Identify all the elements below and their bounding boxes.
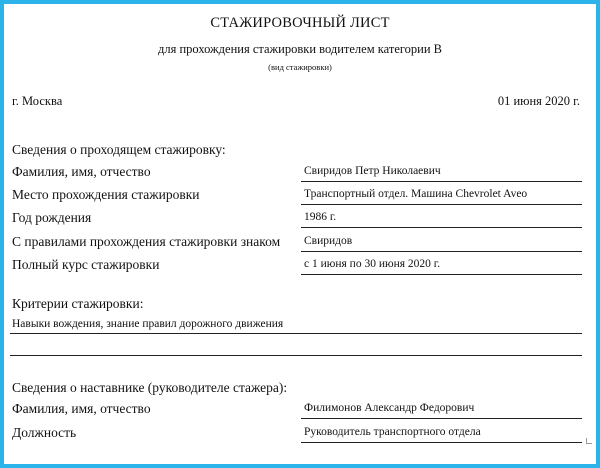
trainee-name-label: Фамилия, имя, отчество (12, 164, 151, 179)
mentor-section-heading: Сведения о наставнике (руководителе стажера): (12, 380, 288, 395)
criteria-underline-2 (10, 355, 582, 356)
internship-place-underline (301, 204, 582, 205)
internship-type-note: (вид стажировки) (268, 62, 332, 72)
birth-year-label: Год рождения (12, 210, 92, 225)
document-title: СТАЖИРОВОЧНЫЙ ЛИСТ (210, 15, 390, 31)
mentor-name-underline (301, 418, 582, 419)
internship-place-value: Транспортный отдел. Машина Chevrolet Aveo (304, 188, 528, 200)
criteria-text: Навыки вождения, знание правил дорожного движения (12, 318, 284, 330)
mentor-position-underline (301, 442, 582, 443)
full-course-label: Полный курс стажировки (12, 257, 160, 272)
trainee-name-value: Свиридов Петр Николаевич (304, 165, 441, 177)
mentor-name-label: Фамилия, имя, отчество (12, 401, 151, 416)
trainee-name-underline (301, 181, 582, 182)
mentor-name-value: Филимонов Александр Федорович (304, 402, 475, 414)
rules-acknowledged-label: С правилами прохождения стажировки знаком (12, 234, 281, 249)
criteria-heading: Критерии стажировки: (12, 296, 144, 311)
full-course-underline (301, 274, 582, 275)
page-corner-mark (586, 438, 592, 444)
rules-acknowledged-signature: Свиридов (304, 235, 353, 247)
document-subtitle: для прохождения стажировки водителем категории В (157, 42, 443, 56)
full-course-value: с 1 июня по 30 июня 2020 г. (304, 258, 441, 270)
mentor-position-value: Руководитель транспортного отдела (304, 426, 481, 438)
document-date: 01 июня 2020 г. (497, 94, 580, 108)
internship-place-label: Место прохождения стажировки (12, 187, 200, 202)
birth-year-value: 1986 г. (304, 211, 337, 223)
birth-year-underline (301, 227, 582, 228)
internship-sheet (4, 4, 596, 464)
criteria-underline-1 (10, 333, 582, 334)
city: г. Москва (12, 94, 63, 108)
trainee-section-heading: Сведения о проходящем стажировку: (12, 142, 226, 157)
rules-acknowledged-underline (301, 251, 582, 252)
mentor-position-label: Должность (12, 425, 77, 440)
